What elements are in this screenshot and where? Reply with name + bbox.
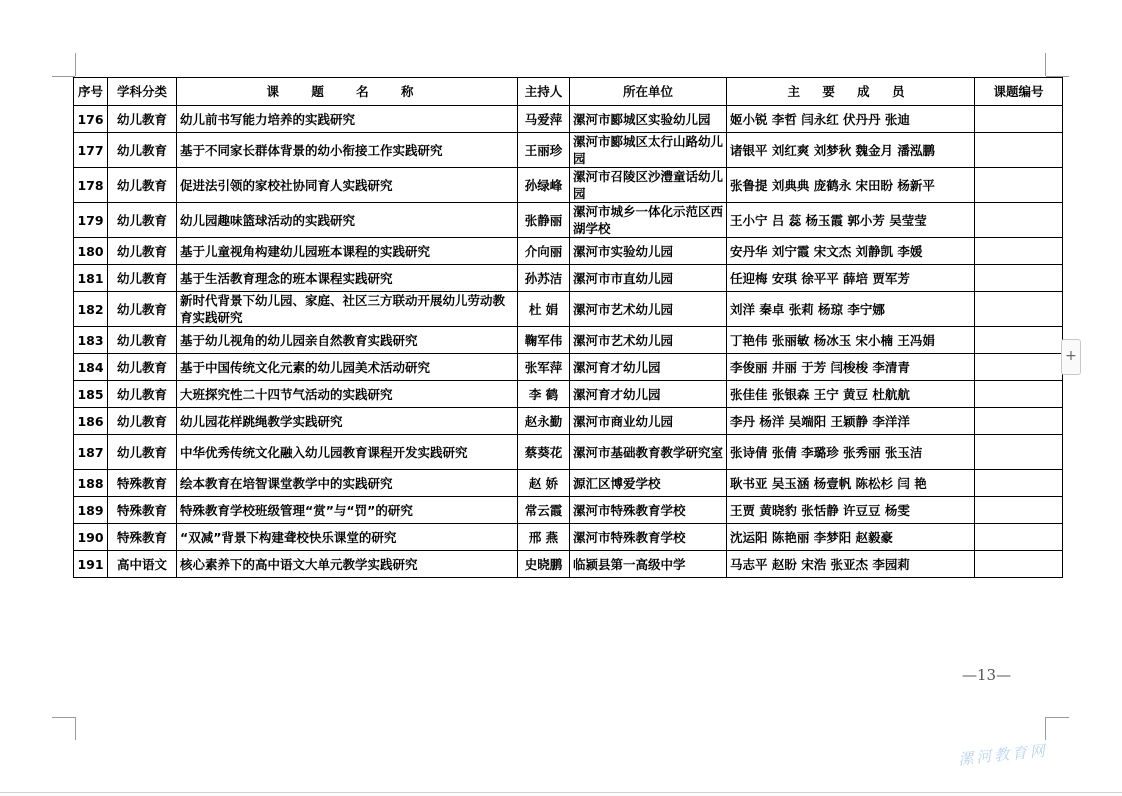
expand-side-panel-button[interactable] [1061,339,1081,375]
cell-title: 新时代背景下幼儿园、家庭、社区三方联动开展幼儿劳动教育实践研究 [177,292,518,327]
cell-members: 安丹华 刘宁霞 宋文杰 刘静凯 李媛 [727,238,975,265]
table-row [74,133,1063,168]
crop-mark-bottom-left-h [52,717,75,718]
cell-title: 大班探究性二十四节气活动的实践研究 [177,381,518,408]
header-category: 学科分类 [108,78,177,106]
table-row [74,168,1063,203]
cell-code [975,381,1063,408]
crop-mark-top-left [75,53,76,76]
cell-host: 介向丽 [518,238,570,265]
cell-no: 176 [74,106,108,133]
cell-unit: 漯河市艺术幼儿园 [570,327,727,354]
cell-members: 李丹 杨洋 吴端阳 王颖静 李洋洋 [727,408,975,435]
header-unit: 所在单位 [570,78,727,106]
cell-unit: 漯河育才幼儿园 [570,381,727,408]
cell-title: 基于中国传统文化元素的幼儿园美术活动研究 [177,354,518,381]
cell-host: 张军萍 [518,354,570,381]
cell-code [975,551,1063,578]
cell-code [975,524,1063,551]
cell-title: 基于不同家长群体背景的幼小衔接工作实践研究 [177,133,518,168]
cell-category: 幼儿教育 [108,168,177,203]
table-row [74,203,1063,238]
cell-unit: 漯河市召陵区沙澧童话幼儿园 [570,168,727,203]
cell-title: 基于儿童视角构建幼儿园班本课程的实践研究 [177,238,518,265]
cell-unit: 漯河市市直幼儿园 [570,265,727,292]
cell-title: 特殊教育学校班级管理“赏”与“罚”的研究 [177,497,518,524]
cell-members: 任迎梅 安琪 徐平平 薛培 贾军芳 [727,265,975,292]
cell-title: 促进法引领的家校社协同育人实践研究 [177,168,518,203]
table-header-row [74,78,1063,106]
cell-category: 幼儿教育 [108,203,177,238]
crop-mark-bottom-left [75,717,76,740]
table-row [74,497,1063,524]
cell-host: 鞠军伟 [518,327,570,354]
cell-host: 邢 燕 [518,524,570,551]
cell-code [975,327,1063,354]
cell-category: 特殊教育 [108,470,177,497]
cell-category: 幼儿教育 [108,435,177,470]
cell-category: 幼儿教育 [108,106,177,133]
table-row [74,106,1063,133]
cell-no: 186 [74,408,108,435]
table-row [74,265,1063,292]
header-title: 课 题 名 称 [177,78,518,106]
table-row [74,524,1063,551]
plus-icon: + [1065,348,1077,364]
cell-unit: 漯河市基础教育教学研究室 [570,435,727,470]
cell-unit: 漯河市郾城区实验幼儿园 [570,106,727,133]
cell-host: 马爱萍 [518,106,570,133]
cell-code [975,292,1063,327]
cell-host: 孙绿峰 [518,168,570,203]
cell-host: 李 鹤 [518,381,570,408]
cell-title: “双减”背景下构建聋校快乐课堂的研究 [177,524,518,551]
table-row [74,381,1063,408]
cell-unit: 漯河育才幼儿园 [570,354,727,381]
cell-title: 基于生活教育理念的班本课程实践研究 [177,265,518,292]
cell-members: 姬小锐 李哲 闫永红 伏丹丹 张迪 [727,106,975,133]
cell-title: 基于幼儿视角的幼儿园亲自然教育实践研究 [177,327,518,354]
cell-no: 183 [74,327,108,354]
cell-members: 张鲁提 刘典典 庞鹤永 宋田盼 杨新平 [727,168,975,203]
cell-category: 幼儿教育 [108,265,177,292]
crop-mark-top-left-h [52,76,75,77]
cell-unit: 漯河市郾城区太行山路幼儿园 [570,133,727,168]
cell-unit: 漯河市城乡一体化示范区西湖学校 [570,203,727,238]
cell-unit: 源汇区博爱学校 [570,470,727,497]
cell-category: 高中语文 [108,551,177,578]
cell-no: 189 [74,497,108,524]
cell-host: 蔡葵花 [518,435,570,470]
cell-category: 幼儿教育 [108,381,177,408]
cell-members: 耿书亚 吴玉涵 杨壹帆 陈松杉 闫 艳 [727,470,975,497]
cell-category: 幼儿教育 [108,408,177,435]
cell-members: 李俊丽 井丽 于芳 闫梭梭 李清青 [727,354,975,381]
cell-code [975,470,1063,497]
cell-no: 180 [74,238,108,265]
cell-unit: 漯河市艺术幼儿园 [570,292,727,327]
cell-category: 特殊教育 [108,497,177,524]
cell-category: 幼儿教育 [108,354,177,381]
crop-mark-top-right [1045,53,1046,76]
cell-code [975,106,1063,133]
table-row [74,327,1063,354]
cell-members: 马志平 赵盼 宋浩 张亚杰 李园莉 [727,551,975,578]
page-number: —13— [962,666,1012,684]
cell-no: 182 [74,292,108,327]
cell-host: 史晓鹏 [518,551,570,578]
table-row [74,435,1063,470]
crop-mark-bottom-right [1045,717,1046,740]
cell-unit: 临颍县第一高级中学 [570,551,727,578]
cell-no: 178 [74,168,108,203]
cell-title: 幼儿园趣味篮球活动的实践研究 [177,203,518,238]
cell-unit: 漯河市特殊教育学校 [570,524,727,551]
cell-title: 幼儿前书写能力培养的实践研究 [177,106,518,133]
cell-code [975,354,1063,381]
cell-host: 杜 娟 [518,292,570,327]
table-row [74,408,1063,435]
cell-category: 特殊教育 [108,524,177,551]
cell-code [975,408,1063,435]
cell-code [975,238,1063,265]
cell-host: 赵永勤 [518,408,570,435]
cell-title: 核心素养下的高中语文大单元教学实践研究 [177,551,518,578]
cell-no: 188 [74,470,108,497]
cell-category: 幼儿教育 [108,238,177,265]
cell-no: 177 [74,133,108,168]
cell-unit: 漯河市商业幼儿园 [570,408,727,435]
cell-category: 幼儿教育 [108,292,177,327]
cell-unit: 漯河市实验幼儿园 [570,238,727,265]
cell-members: 刘洋 秦卓 张莉 杨琼 李宁娜 [727,292,975,327]
cell-category: 幼儿教育 [108,133,177,168]
watermark: 漯河教育网 [957,741,1049,769]
cell-code [975,497,1063,524]
crop-mark-bottom-right-h [1046,717,1069,718]
table-row [74,354,1063,381]
cell-host: 孙苏洁 [518,265,570,292]
cell-code [975,203,1063,238]
cell-members: 诸银平 刘红爽 刘梦秋 魏金月 潘泓鹏 [727,133,975,168]
cell-no: 187 [74,435,108,470]
cell-no: 181 [74,265,108,292]
cell-title: 中华优秀传统文化融入幼儿园教育课程开发实践研究 [177,435,518,470]
cell-no: 191 [74,551,108,578]
cell-host: 王丽珍 [518,133,570,168]
cell-members: 张佳佳 张银森 王宁 黄豆 杜航航 [727,381,975,408]
table-row [74,292,1063,327]
cell-host: 赵 娇 [518,470,570,497]
cell-title: 绘本教育在培智课堂教学中的实践研究 [177,470,518,497]
cell-category: 幼儿教育 [108,327,177,354]
cell-code [975,265,1063,292]
table-row [74,238,1063,265]
table-row [74,470,1063,497]
header-members: 主 要 成 员 [727,78,975,106]
cell-no: 185 [74,381,108,408]
header-code: 课题编号 [975,78,1063,106]
cell-members: 王小宁 吕 蕊 杨玉霞 郭小芳 吴莹莹 [727,203,975,238]
cell-no: 184 [74,354,108,381]
cell-unit: 漯河市特殊教育学校 [570,497,727,524]
cell-title: 幼儿园花样跳绳教学实践研究 [177,408,518,435]
header-no: 序号 [74,78,108,106]
table-row [74,551,1063,578]
cell-no: 179 [74,203,108,238]
cell-host: 张静丽 [518,203,570,238]
cell-code [975,168,1063,203]
cell-code [975,435,1063,470]
cell-members: 丁艳伟 张丽敏 杨冰玉 宋小楠 王冯娟 [727,327,975,354]
header-host: 主持人 [518,78,570,106]
cell-no: 190 [74,524,108,551]
cell-code [975,133,1063,168]
project-table [73,77,1063,578]
bottom-divider [0,792,1122,793]
cell-members: 张诗倩 张倩 李璐珍 张秀丽 张玉洁 [727,435,975,470]
cell-members: 王贾 黄晓豹 张恬静 许豆豆 杨雯 [727,497,975,524]
cell-host: 常云霞 [518,497,570,524]
cell-members: 沈运阳 陈艳丽 李梦阳 赵毅豪 [727,524,975,551]
